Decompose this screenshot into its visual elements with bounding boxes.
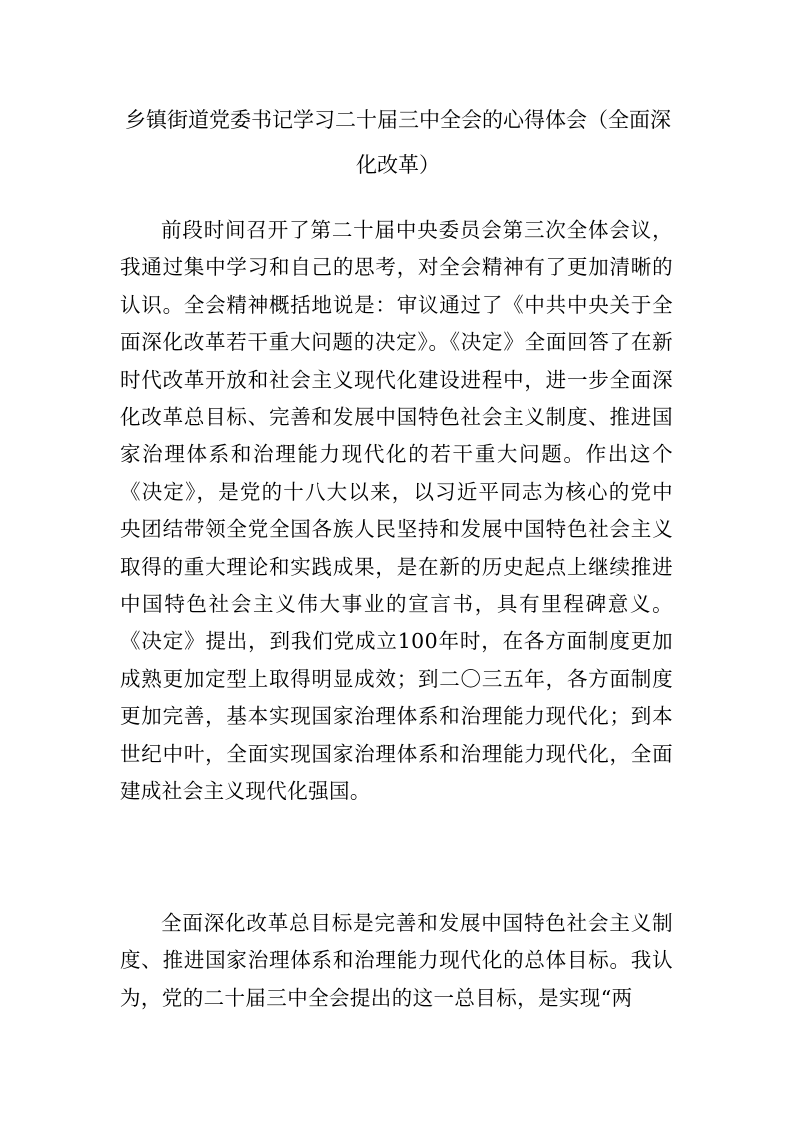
paragraph-1: 前段时间召开了第二十届中央委员会第三次全体会议，我通过集中学习和自己的思考，对全会精神有了更加清晰的认识。全会精神概括地说是：审议通过了《中共中央关于全面深化改革若干重大问题的决定》。《决定》全面回答了在新时代改革开放和社会主义现代化建设进程中，进一步全面深化改革总目标、完善和发展中国特色社会主义制度、推进国家治理体系和治理能力现代化的若干重大问题。作出这个《决定》，是党的十八大以来，以习近平同志为核心的党中央团结带领全党全国各族人民坚持和发展中国特色社会主义取得的重大理论和实践成果，是在新的历史起点上继续推进中国特色社会主义伟大事业的宣言书，具有里程碑意义。《决定》提出，到我们党成立100年时，在各方面制度更加成熟更加定型上取得明显成效；到二〇三五年，各方面制度更加完善，基本实现国家治理体系和治理能力现代化；到本世纪中叶，全面实现国家治理体系和治理能力现代化，全面建成社会主义现代化强国。	[120, 218, 673, 804]
paragraph-2: 全面深化改革总目标是完善和发展中国特色社会主义制度、推进国家治理体系和治理能力现代化的总体目标。我认为，党的二十届三中全会提出的这一总目标，是实现“两	[120, 911, 673, 1010]
document-title: 乡镇街道党委书记学习二十届三中全会的心得体会（全面深化改革）	[125, 108, 671, 177]
